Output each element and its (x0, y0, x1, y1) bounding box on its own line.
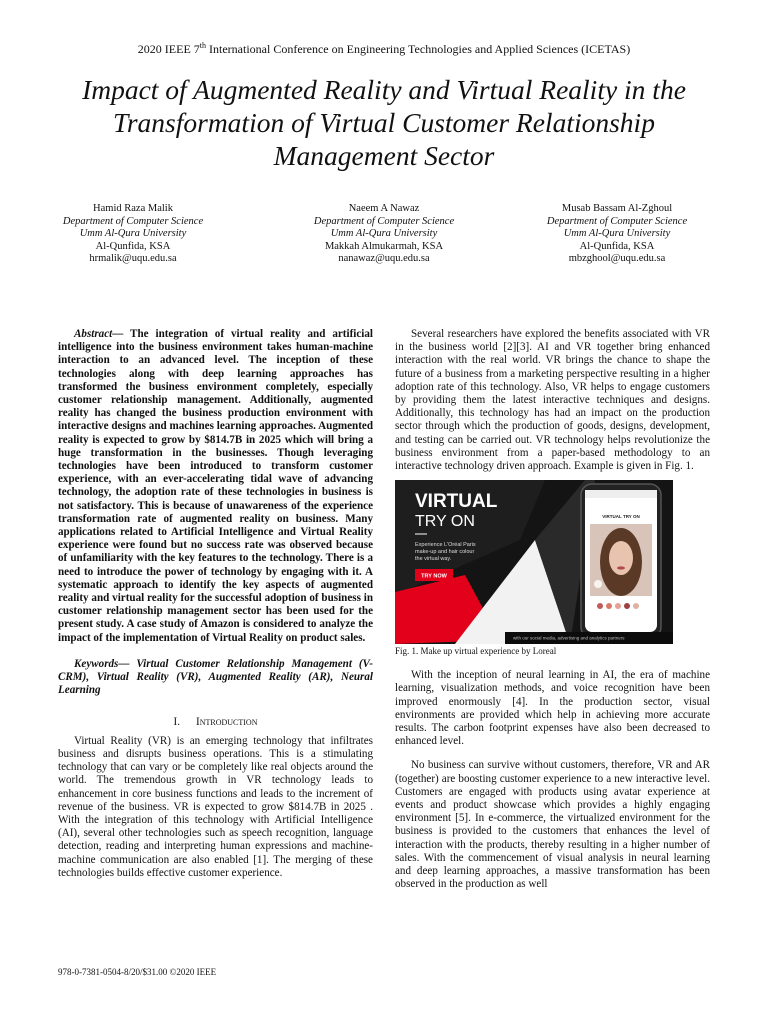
author-name: Musab Bassam Al-Zghoul (561, 203, 673, 214)
paper-title: Impact of Augmented Reality and Virtual Reality in the Transformation of Virtual Customer Relationship Management Sector (82, 74, 686, 171)
left-column (58, 328, 373, 880)
try-now-label: TRY NOW (421, 573, 447, 580)
author-dept: Department of Computer Science (313, 215, 455, 227)
section-heading (58, 716, 373, 729)
author-location: Al-Qunfida, KSA (95, 240, 171, 252)
model-face (609, 541, 633, 575)
author-university: Umm Al-Qura University (79, 228, 187, 239)
author-email[interactable]: hrmalik@uqu.edu.sa (89, 253, 177, 264)
author-location: Makkah Almukarmah, KSA (324, 240, 444, 252)
banner-text: Experience L'Oréal Paris make-up and hair colour the virtual way. (415, 542, 476, 563)
figure-caption: Fig. 1. Make up virtual experience by Loreal (395, 646, 557, 657)
banner-bottom-text: with our social media, advertising and analytics partners (513, 635, 625, 641)
author-name: Naeem A Nawaz (348, 203, 420, 214)
author-email[interactable]: nanawaz@uqu.edu.sa (338, 253, 430, 264)
author-location: Al-Qunfida, KSA (579, 240, 655, 252)
author-university: Umm Al-Qura University (330, 228, 438, 239)
virtual-try-on-banner (395, 480, 673, 644)
keywords-text: Virtual Customer Relationship Management (V-CRM), Virtual Reality (VR), Augmented Reality (AR), Neural Learning (58, 657, 373, 697)
section-title: Introduction (196, 716, 258, 729)
paragraph-1: Several researchers have explored the benefits associated with VR in the business world [2][3]. AI and VR together bring enhanced interaction with the real world. VR brings the chance to shape the future of a business from a marketing perspective resulting in a higher adoption rate of this technology. Also, VR helps to engage customers by providing them the latest interactive techniques and designs. Additionally, this technology has had an impact on the production sector through which the production of goods, designs, development, and testing can be carried out. VR technology helps revolutionize the business environment from a paper-based methodology to an interactive technology driven approach. Example is given in Fig. 1. (395, 328, 710, 473)
abstract (58, 328, 373, 645)
author-dept: Department of Computer Science (546, 215, 688, 227)
banner-title: VIRTUAL (415, 491, 498, 513)
copyright-footer: 978-0-7381-0504-8/20/$31.00 ©2020 IEEE (58, 967, 217, 977)
figure-1-image (395, 480, 673, 644)
abstract-text: The integration of virtual reality and artificial intelligence into the business environment takes human-machine interaction to an advanced level. The inception of these technologies along with deep learning approaches has transformed the business environment completely, especially customer relationship management. Additionally, augmented reality has changed the business production environment with interactive designs and machines learning approaches. Augmented reality is expected to grow by $814.7B in 2025 which will bring a huge transformation in the businesses. Though leveraging technologies have been introduced to transform customer experience, with an ever-accelerating tidal wave of advancing technology, the adoption rate of these technologies in business is not satisfactory. This is because of unawareness of the experience transformation rate of augmented reality on business. Many applications related to Artificial Intelligence and Virtual Reality experience were found but no success rate was observed because of unfamiliarity with the key features to the technology. There is a need to introduce the power of technology by engaging with it. A systematic approach to identify the key aspects of augmented reality and virtual reality for the successful adoption of business in customer relationship management sector has been used for the present study. A case study of Amazon is considered to analyze the impact of the implementation of Virtual Reality on product sales. (58, 328, 373, 644)
author-1 (18, 203, 248, 266)
keywords (58, 658, 373, 698)
paragraph-2: With the inception of neural learning in AI, the era of machine learning, visualization methods, and voice recognition have been improved enormously [4]. In the production sector, visual environments are provided which help in achieving more accurate results. The carbon footprint expenses have also been decreased to enhanced level. (395, 669, 710, 748)
section-number: I. (173, 716, 180, 729)
right-column (395, 328, 710, 891)
author-3 (502, 203, 732, 266)
author-dept: Department of Computer Science (62, 215, 204, 227)
keywords-label: Keywords— (74, 657, 130, 670)
banner-subtitle: TRY ON (415, 513, 475, 531)
intro-paragraph: Virtual Reality (VR) is an emerging technology that infiltrates business and disrupts business operations. This is a stimulating technology that can vary or be completely like real objects around the world. The tremendous growth in VR technology leads to enhancement in core business functions and leads to the increment of revenue of the business. VR is expected to grow $814.7B in 2025 . With the integration of this technology with Artificial Intelligence (AI), several other technologies such as speech recognition, language detection, reading and interpreting human expressions and machine-machine communication are also enabled [1]. The merging of these technologies builds effective customer experience. (58, 734, 373, 879)
conference-header: 2020 IEEE 7th International Conference on Engineering Technologies and Applied Sciences (ICETAS) (137, 41, 631, 56)
author-university: Umm Al-Qura University (563, 228, 671, 239)
author-email[interactable]: mbzghool@uqu.edu.sa (568, 253, 666, 264)
paragraph-3: No business can survive without customers, therefore, VR and AR (together) are boosting customer experience to a new interactive level. Customers are engaged with products using avatar experience at events and product showcase which provides a highly engaging environment [5]. In e-commerce, the virtualized environment for the business is provided to the customers that enhances the level of interaction with the products, thereby resulting in a higher number of sales. With the commencement of visual analysis in neural learning and deep learning approaches, a massive transformation has been observed in the production as well (395, 759, 710, 891)
phone-heading: VIRTUAL TRY ON (602, 514, 640, 520)
abstract-label: Abstract— (74, 328, 124, 340)
author-name: Hamid Raza Malik (93, 203, 173, 214)
author-2 (269, 203, 499, 266)
